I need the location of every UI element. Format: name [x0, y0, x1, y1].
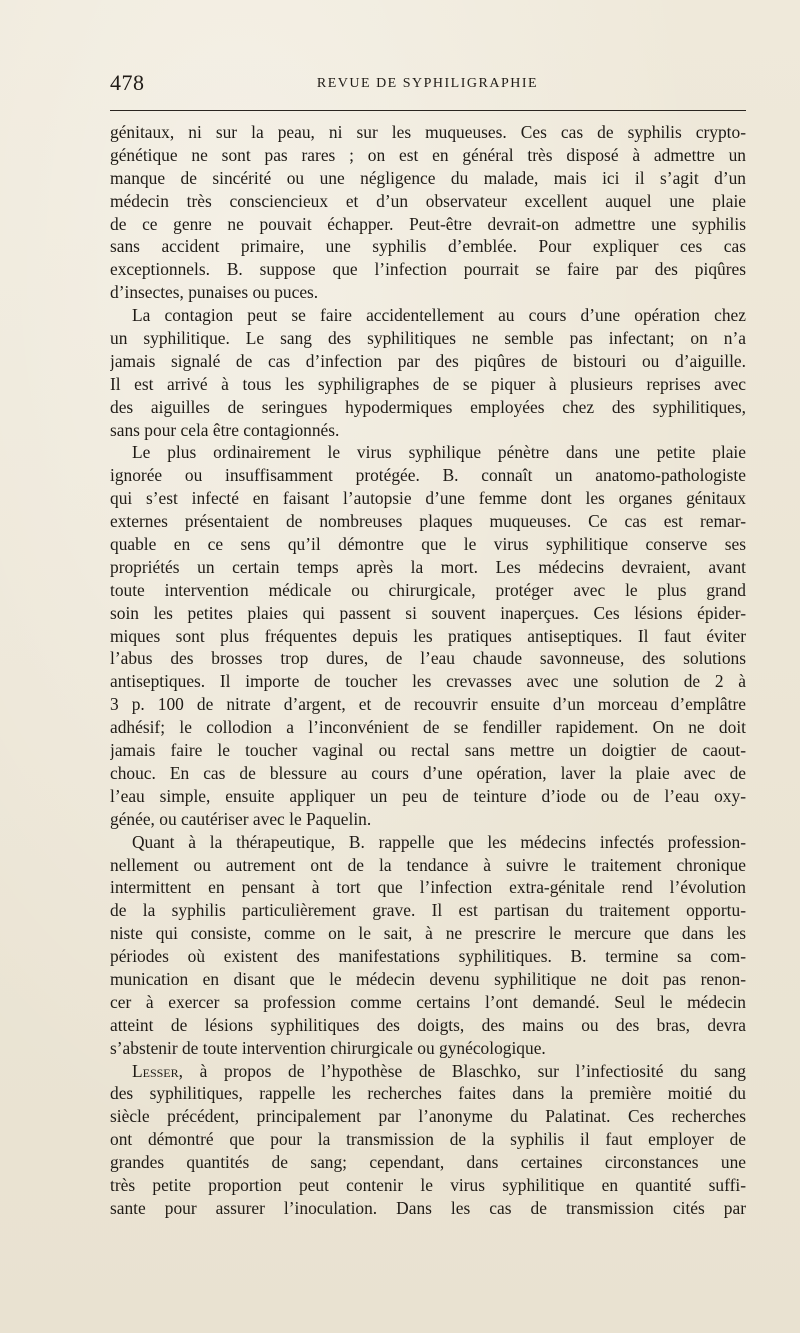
text-line: ont démontré que pour la transmission de la syphilis il faut employer de	[110, 1129, 746, 1150]
text-line: sans accident primaire, une syphilis d’emblée. Pour expliquer ces cas	[110, 236, 746, 257]
text-line: externes présentaient de nombreuses plaques muqueuses. Ce cas est remar-	[110, 511, 746, 532]
text-line: atteint de lésions syphilitiques des doigts, des mains ou des bras, devra	[110, 1014, 746, 1035]
text-line: l’eau simple, ensuite appliquer un peu de teinture d’iode ou de l’eau oxy-	[110, 785, 746, 806]
running-title: REVUE DE SYPHILIGRAPHIE	[316, 76, 539, 91]
text-line: des aiguilles de seringues hypodermiques employées chez des syphilitiques,	[110, 396, 746, 417]
text-line: très petite proportion peut contenir le virus syphilitique en quantité suffi-	[110, 1174, 746, 1195]
text-line: des syphilitiques, rappelle les recherches faites dans la première moitié du	[110, 1083, 746, 1104]
text-line: grandes quantités de sang; cependant, dans certaines circonstances une	[110, 1152, 746, 1173]
text-line: périodes où existent des manifestations syphilitiques. B. termine sa com-	[110, 946, 746, 967]
text-line: siècle précédent, principalement par l’anonyme du Palatinat. Ces recherches	[110, 1106, 746, 1127]
text-line: Il est arrivé à tous les syphiligraphes de se piquer à plusieurs reprises avec	[110, 373, 746, 394]
text-line: d’insectes, punaises ou puces.	[110, 282, 319, 303]
text-line: chouc. En cas de blessure au cours d’une opération, laver la plaie avec de	[110, 762, 746, 783]
text-line	[110, 1060, 746, 1083]
text-line: jamais signalé de cas d’infection par des piqûres de bistouri ou d’aiguille.	[110, 350, 746, 371]
text-line: soin les petites plaies qui passent si souvent inaperçues. Ces lésions épider-	[110, 602, 746, 623]
text-line: de la syphilis particulièrement grave. Il est partisan du traitement opportu-	[110, 900, 746, 921]
text-line: sans pour cela être contagionnés.	[110, 419, 340, 440]
body-text	[110, 121, 746, 1220]
text-line: antiseptiques. Il importe de toucher les crevasses avec une solution de 2 à	[110, 671, 746, 692]
text-line: génée, ou cautériser avec le Paquelin.	[110, 808, 372, 829]
text-line: ignorée ou insuffisamment protégée. B. connaît un anatomo-pathologiste	[110, 465, 746, 486]
text-line: de ce genre ne pouvait échapper. Peut-être devrait-on admettre une syphilis	[110, 213, 746, 234]
text-line: Le plus ordinairement le virus syphilique pénètre dans une petite plaie	[132, 442, 746, 463]
text-line: jamais faire le toucher vaginal ou rectal sans mettre un doigtier de caout-	[110, 740, 746, 761]
text-line: adhésif; le collodion a l’inconvénient de se fendiller rapidement. On ne doit	[110, 717, 746, 738]
text-line: propriétés un certain temps après la mort. Les médecins devraient, avant	[110, 556, 746, 577]
text-line: quable en ce sens qu’il démontre que le virus syphilitique conserve ses	[110, 534, 746, 555]
header-rule	[110, 110, 746, 111]
text-line: manque de sincérité ou une négligence du malade, mais ici il s’agit d’un	[110, 167, 746, 188]
text-line: miques sont plus fréquentes depuis les pratiques antiseptiques. Il faut éviter	[110, 625, 746, 646]
text-line: qui s’est infecté en faisant l’autopsie d’une femme dont les organes génitaux	[110, 488, 746, 509]
text-line: munication en disant que le médecin devenu syphilitique ne doit pas renon-	[110, 968, 746, 989]
text-line-rest: , à propos de l’hypothèse de Blaschko, sur l’infectiosité du sang	[178, 1060, 746, 1081]
author-name: Lesser	[132, 1060, 179, 1081]
page-number: 478	[110, 70, 145, 95]
text-line: Quant à la thérapeutique, B. rappelle que les médecins infectés profession-	[132, 831, 746, 852]
text-line: La contagion peut se faire accidentellement au cours d’une opération chez	[132, 305, 746, 326]
text-line: cer à exercer sa profession comme certains l’ont demandé. Seul le médecin	[110, 991, 746, 1012]
text-line: l’abus des brosses trop dures, de l’eau chaude savonneuse, des solutions	[110, 648, 746, 669]
text-line: exceptionnels. B. suppose que l’infection pourrait se faire par des piqûres	[110, 259, 746, 280]
text-line: un syphilitique. Le sang des syphilitiques ne semble pas infectant; on n’a	[110, 328, 746, 349]
text-line: 3 p. 100 de nitrate d’argent, et de recouvrir ensuite d’un morceau d’emplâtre	[110, 694, 746, 715]
text-line: s’abstenir de toute intervention chirurgicale ou gynécologique.	[110, 1037, 546, 1058]
text-line: sante pour assurer l’inoculation. Dans les cas de transmission cités par	[110, 1197, 746, 1218]
text-line: intermittent en pensant à tort que l’infection extra-génitale rend l’évolution	[110, 877, 746, 898]
text-line: médecin très consciencieux et d’un observateur excellent auquel une plaie	[110, 190, 746, 211]
text-line: toute intervention médicale ou chirurgicale, protéger avec le plus grand	[110, 579, 746, 600]
text-line: génitaux, ni sur la peau, ni sur les muqueuses. Ces cas de syphilis crypto-	[110, 122, 746, 142]
text-line: nellement ou autrement ont de la tendance à suivre le traitement chronique	[110, 854, 746, 875]
text-line: niste qui consiste, comme on le sait, à ne prescrire le mercure que dans les	[110, 923, 746, 944]
page-header	[110, 70, 745, 104]
text-line: génétique ne sont pas rares ; on est en général très disposé à admettre un	[110, 144, 746, 165]
